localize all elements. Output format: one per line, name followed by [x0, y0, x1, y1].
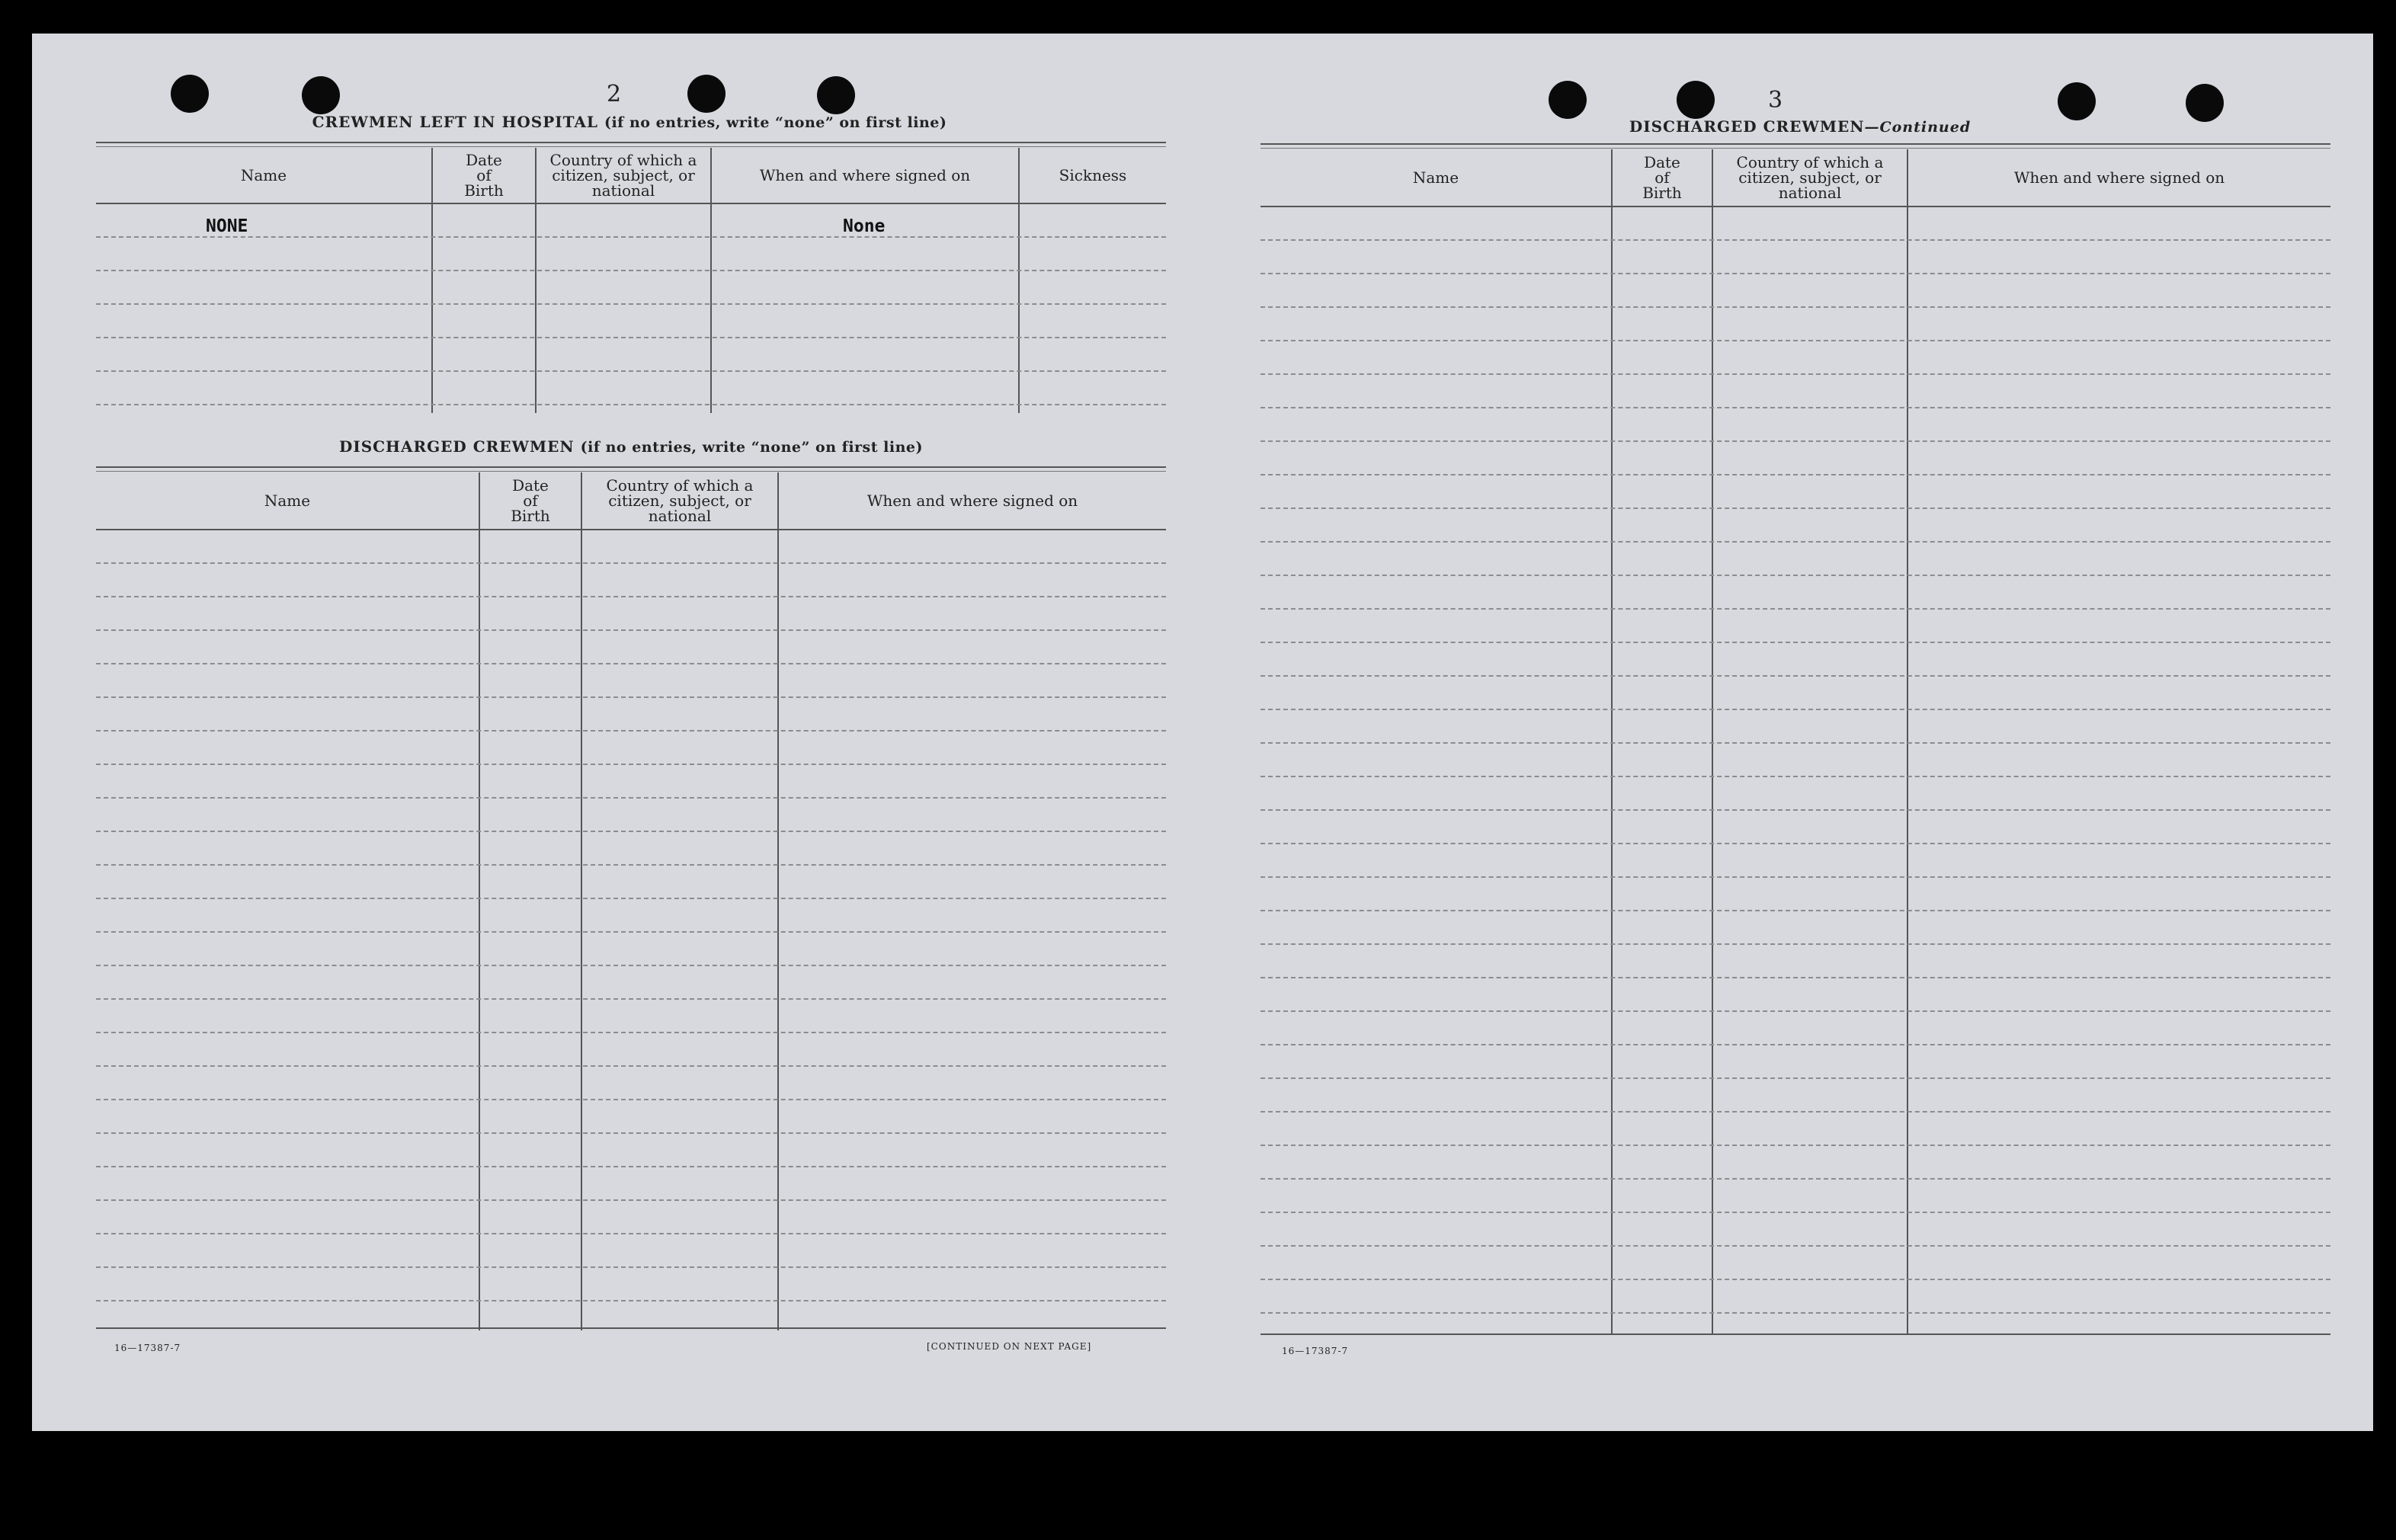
right-form-number: 16—17387-7 [1282, 1346, 1349, 1356]
right-page-number: 3 [1768, 87, 1783, 114]
punch-hole-icon [302, 76, 340, 114]
punch-hole-icon [1549, 81, 1587, 119]
discharged-continued-title [1587, 117, 2013, 136]
continued-col-date-of-birth: Date of Birth [1642, 153, 1682, 202]
discharged-title-text: DISCHARGED CREWMEN [339, 437, 575, 456]
punch-hole-icon [2186, 84, 2224, 122]
left-form-number: 16—17387-7 [114, 1343, 181, 1353]
hospital-title-text: CREWMEN LEFT IN HOSPITAL [312, 113, 598, 131]
hospital-entry-signed-on: None [843, 216, 886, 236]
discharged-col-name: Name [264, 491, 311, 510]
punch-hole-icon [687, 75, 726, 113]
hospital-entry-name: NONE [206, 216, 248, 236]
hospital-table [96, 142, 1166, 413]
punch-hole-icon [171, 75, 209, 113]
punch-hole-icon [2058, 82, 2096, 120]
discharged-col-signed-on: When and where signed on [866, 491, 1078, 510]
continued-col-country: Country of which a citizen, subject, or national [1736, 153, 1884, 202]
continued-col-signed-on: When and where signed on [2013, 168, 2225, 187]
left-page-number: 2 [607, 81, 622, 107]
discharged-title-note: (if no entries, write “none” on first line) [580, 439, 923, 456]
continued-next-page-note: [CONTINUED ON NEXT PAGE] [927, 1341, 1092, 1352]
hospital-title-note: (if no entries, write “none” on first line) [604, 114, 947, 131]
punch-hole-icon [1677, 81, 1715, 119]
discharged-section-title [96, 437, 1166, 456]
hospital-col-name: Name [240, 166, 287, 184]
continued-col-name: Name [1412, 168, 1459, 187]
hospital-col-sickness: Sickness [1059, 166, 1127, 184]
discharged-table [96, 466, 1166, 1330]
punch-hole-icon [817, 76, 855, 114]
hospital-col-date-of-birth: Date of Birth [464, 151, 504, 200]
discharged-continued-table [1260, 143, 2330, 1338]
discharged-continued-text: DISCHARGED CREWMEN [1629, 117, 1865, 136]
hospital-col-country: Country of which a citizen, subject, or national [549, 151, 697, 200]
hospital-section-title [96, 113, 1163, 131]
discharged-col-date-of-birth: Date of Birth [511, 476, 550, 525]
discharged-col-country: Country of which a citizen, subject, or national [606, 476, 754, 525]
discharged-continued-suffix: —Continued [1864, 119, 1972, 136]
ledger-page-spread [32, 34, 2373, 1431]
hospital-col-signed-on: When and where signed on [759, 166, 971, 184]
